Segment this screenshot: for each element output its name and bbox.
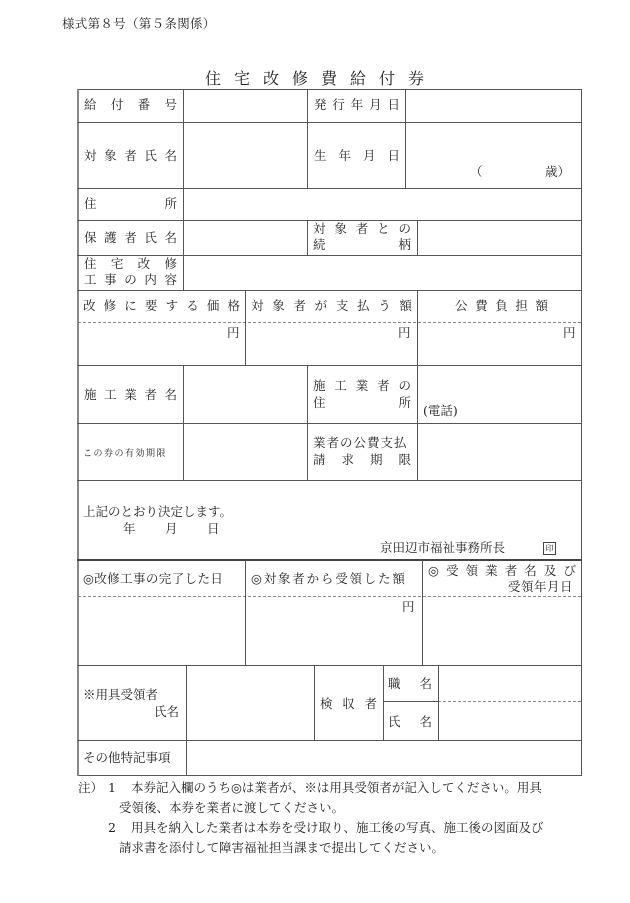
issue-date-field[interactable] [406,90,580,121]
label-job-title: 職 名 [388,676,432,691]
official-seal [543,540,556,556]
benefit-number-field[interactable] [184,90,306,121]
label-recipient-line1: ※用具受領者 [83,687,159,702]
label-subject-payment: 対 象 者 が 支 払 う 額 [251,298,412,313]
inspector-job-title-field[interactable] [439,666,580,700]
validity-period-field[interactable] [184,424,306,479]
decision-date-day: 日 [207,521,220,536]
label-contractor-address-line1: 施 工 業 者 の [313,378,411,393]
claim-deadline-field[interactable] [418,424,580,479]
note-2-number: 2 [108,820,116,835]
remarks-field[interactable] [187,741,580,774]
yen-unit-price: 円 [227,325,240,340]
note-1-number: 1 [108,780,116,795]
label-claim-deadline-line2: 請 求 期 限 [313,452,411,467]
decision-date-month: 月 [165,521,178,536]
form-reference: 様式第８号（第５条関係） [62,16,216,31]
age-label: 歳） [545,164,571,179]
label-claim-deadline-line1: 業者の公費支払 [313,435,408,450]
receiver-field[interactable] [423,597,580,664]
label-guardian-name: 保 護 者 氏 名 [84,230,177,245]
yen-unit-burden: 円 [563,325,576,340]
subject-payment-field[interactable] [246,323,416,364]
label-contractor-address-line2: 住 所 [313,395,411,410]
label-work-content-line2: 工 事 の 内 容 [84,272,177,287]
label-received-amount: ◎対象者から受領した額 [251,571,407,586]
recipient-name-field[interactable] [187,666,313,739]
note-2-line2: 請求書を添付して障害福祉担当課まで提出してください。 [119,840,445,855]
note-2-line1: 用具を納入した業者は本券を受け取り、施工後の写真、施工後の図面及び [131,820,544,835]
note-1-line2: 受領後、本券を業者に渡してください。 [119,800,345,815]
label-receiver-line1: ◎ 受 領 業 者 名 及 び [428,563,576,578]
subject-name-field[interactable] [184,123,306,187]
received-amount-field[interactable] [246,597,421,664]
label-birth-date: 生 年 月 日 [314,148,400,163]
yen-unit-payment: 円 [398,325,411,340]
label-relation-line1: 対 象 者 と の [313,221,411,236]
work-content-field[interactable] [184,256,580,289]
address-field[interactable] [184,189,580,219]
seal-icon: 印 [543,542,556,555]
inspector-name-field[interactable] [439,702,580,739]
label-inspector-name: 氏 名 [388,714,432,729]
label-contractor-name: 施 工 業 者 名 [84,387,177,402]
label-address: 住 所 [84,196,177,211]
label-relation-line2: 続 柄 [313,237,411,252]
completion-date-field[interactable] [79,597,244,664]
notes-prefix: 注） [78,780,104,795]
relation-field[interactable] [418,221,580,254]
label-subject-name: 対 象 者 氏 名 [84,148,177,163]
guardian-name-field[interactable] [184,221,306,254]
label-inspector: 検 収 者 [320,696,377,711]
label-phone: (電話) [423,403,458,418]
label-recipient-line2: 氏名 [154,704,180,719]
renovation-price-field[interactable] [79,323,244,364]
contractor-name-field[interactable] [184,366,306,422]
public-burden-field[interactable] [418,323,580,364]
decision-date-year: 年 [123,521,136,536]
document-title: 住宅改修費給付券 [204,69,437,88]
issuer-name: 京田辺市福祉事務所長 [380,540,506,555]
age-open-paren: （ [470,164,483,179]
label-public-burden: 公 費 負 担 額 [455,298,548,313]
label-receiver-line2: 受領年月日 [508,579,574,594]
label-benefit-number: 給 付 番 号 [84,97,177,112]
decision-text: 上記のとおり決定します。 [83,504,233,519]
label-work-content-line1: 住 宅 改 修 [84,256,177,271]
yen-unit-received: 円 [402,599,415,614]
label-remarks: その他特記事項 [83,750,171,765]
label-renovation-price: 改 修 に 要 す る 価 格 [83,298,240,313]
note-1-line1: 本券記入欄のうち◎は業者が、※は用具受領者が記入してください。用具 [131,780,542,795]
label-validity-period: この券の有効期限 [83,449,168,459]
label-completion-date: ◎改修工事の完了した日 [83,571,224,586]
label-issue-date: 発 行 年 月 日 [314,97,400,112]
